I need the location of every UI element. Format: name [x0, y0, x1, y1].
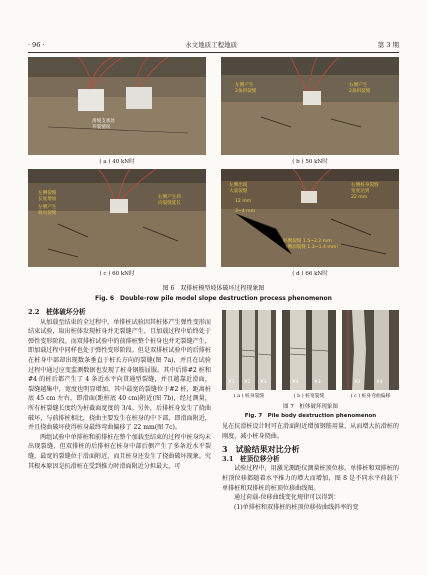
figure-7-label-b: ( b ) 桩宽裂缝: [293, 394, 325, 399]
journal-name: 水文地质工程地质: [185, 41, 238, 49]
pile-tag-a2: #2: [244, 380, 251, 385]
page-number: · 96 ·: [28, 41, 45, 49]
section-2-2-heading: 2.2 桩体破坏分析: [28, 308, 86, 316]
right-paragraph-2: 试验过程中，用激光测距仪测量桩顶位移。单排桩和双排桩的桩顶位移都随着水平推力的增大而增加，图 8 是不同水平荷载下单排桩和双排桩的桩顶位移曲线图。: [222, 465, 399, 492]
issue-number: 第 3 期: [377, 41, 399, 49]
pile-tag-a3: #3: [260, 380, 267, 385]
pile-tag-b2: #3: [314, 380, 321, 385]
photo-a-note-2: 开裂情况: [92, 125, 111, 130]
figure-7-caption: 图 7 桩体破坏现象图: [283, 404, 338, 410]
photo-b-note-1: 左侧产生: [235, 83, 254, 88]
pile-tag-a1: #1: [228, 380, 235, 385]
section-3-1-heading: 3.1 桩顶位移分析: [222, 454, 280, 463]
figure-6-label-a: ( a ) 40 kN时: [99, 159, 135, 165]
photo-d-note-6: 宽度达到: [351, 189, 370, 194]
photo-c-note-6: 向裂缝延长: [158, 201, 181, 206]
figure-6-photo-c: [28, 169, 206, 267]
figure-6-caption-en: Fig. 6 Double-row pile model slope destruction process phenomenon: [95, 295, 332, 302]
photo-d-note-2: 大量裂缝: [229, 189, 248, 194]
right-paragraph-4: (1)单排桩和双排桩的桩顶位移按曲线斜率的变: [234, 503, 359, 511]
photo-d-note-9: （侧面裂缝 1.3~1.4 mm）: [283, 245, 341, 250]
figure-6-label-c: ( c ) 60 kN时: [99, 271, 135, 277]
figure-6-label-b: ( b ) 50 kN时: [292, 159, 328, 165]
photo-d-note-4: 3~4 mm: [235, 209, 256, 214]
photo-d-note-7: 22 mm: [351, 195, 368, 200]
left-paragraph-1: 从加载至结束的全过程中，单排桩试验因其桩体产生弹性变形而结束试验，取出桩体发现桩身并无裂缝产生，且加载过程中始终处于弹性变形阶段。而双排桩试验中的前排桩整个桩身也并无裂缝产生，即加载过程中同样也处于弹性变形阶段。但是双排桩试验中的后排桩在桩身中部却出现数条垂直于桩长方向的裂缝(图 7a)，并且在试验过程中通过应变监测数据也发现了桩身钢筋屈服。其中后排#2 桩和#4 的桩后都产生了 4 条近水平向贯通型裂缝，并且越靠近滑面，裂缝越集中，宽度也明显增加。其中最宽的裂缝位于#2 桩，距离桩底 45 cm 左右，即滑面(距桩底 40 cm)附近(图 7b)，经过测量，所有桩裂缝长度约为桩截面宽度的 3/4。另外，后排桩身发生了挠曲破坏，与前排桩相比，挠曲主要发生在桩身的中下部，即滑面附近，并且挠曲破坏使得桩身最终弯曲偏移了 22 mm(图 7c)。: [28, 318, 211, 432]
figure-6-label-d: ( d ) 66 kN时: [292, 271, 328, 277]
photo-b-note-2: 2条斜裂缝: [235, 89, 257, 94]
photo-c-note-5: 右侧产生斜: [158, 195, 181, 200]
figure-7-photo-a: [222, 310, 276, 390]
pile-tag-c2: #4: [376, 380, 383, 385]
figure-6-caption: 图 6 双排桩模型坡体破坏过程现象图: [162, 285, 265, 292]
figure-6-photo-a: [28, 57, 206, 155]
right-paragraph-1: 见在抗滑桩设计时可在滑面附近增加钢筋用量，从而增大抗滑桩的刚度，减小桩身挠曲。: [222, 423, 399, 440]
right-column: [222, 422, 399, 512]
photo-c-note-2: 长度增加: [38, 197, 57, 202]
running-header: [28, 40, 399, 53]
photo-d-note-8: 桩侧裂缝 1.5~2.2 mm: [283, 239, 332, 244]
figure-7-label-a: ( a ) 桩身裂缝: [233, 394, 265, 399]
photo-d-note-1: 左侧出现: [229, 183, 248, 188]
figure-7-photo-b: [282, 310, 336, 390]
photo-b-note-4: 2条斜裂缝: [349, 89, 371, 94]
section-3-heading: 3 试验结果对比分析: [222, 444, 300, 455]
left-paragraph-2: 两组试验中单排桩和前排桩在整个加载至结束的过程中桩身均未出现裂缝，但双排桩的后排桩在桩身中部后侧产生了多条近水平裂缝，最宽的裂缝位于滑面附近，而且桩身还发生了挠曲破坏现象。究其根本原因是抗滑桩在受到推力时滑面附近分担最大，可: [28, 433, 211, 470]
photo-a-note-1: 滑坡支承处: [92, 119, 115, 124]
figure-7-caption-en: Fig. 7 Pile body destruction phenomenon: [244, 413, 377, 419]
figure-7-label-c: ( c ) 桩身弯曲偏移: [350, 394, 391, 399]
right-paragraph-3: 通过荷载-位移曲线变化规律可以得到：: [234, 494, 340, 502]
pile-tag-c1: #2: [354, 380, 361, 385]
left-column: [28, 308, 211, 471]
pile-tag-b1: #4: [292, 380, 299, 385]
photo-c-note-4: 斜向裂缝: [38, 211, 57, 216]
photo-d-note-3: 12 mm: [235, 199, 252, 204]
photo-b-note-3: 右侧产生: [349, 83, 368, 88]
photo-c-note-1: 左侧裂缝: [38, 191, 57, 196]
photo-c-note-3: 左侧产生: [38, 205, 57, 210]
figure-6-photo-d: [221, 169, 399, 267]
figure-7-photo-c: [342, 310, 399, 390]
figure-6-photo-b: [221, 57, 399, 155]
photo-d-note-5: 右侧桩身裂缝: [351, 183, 379, 188]
